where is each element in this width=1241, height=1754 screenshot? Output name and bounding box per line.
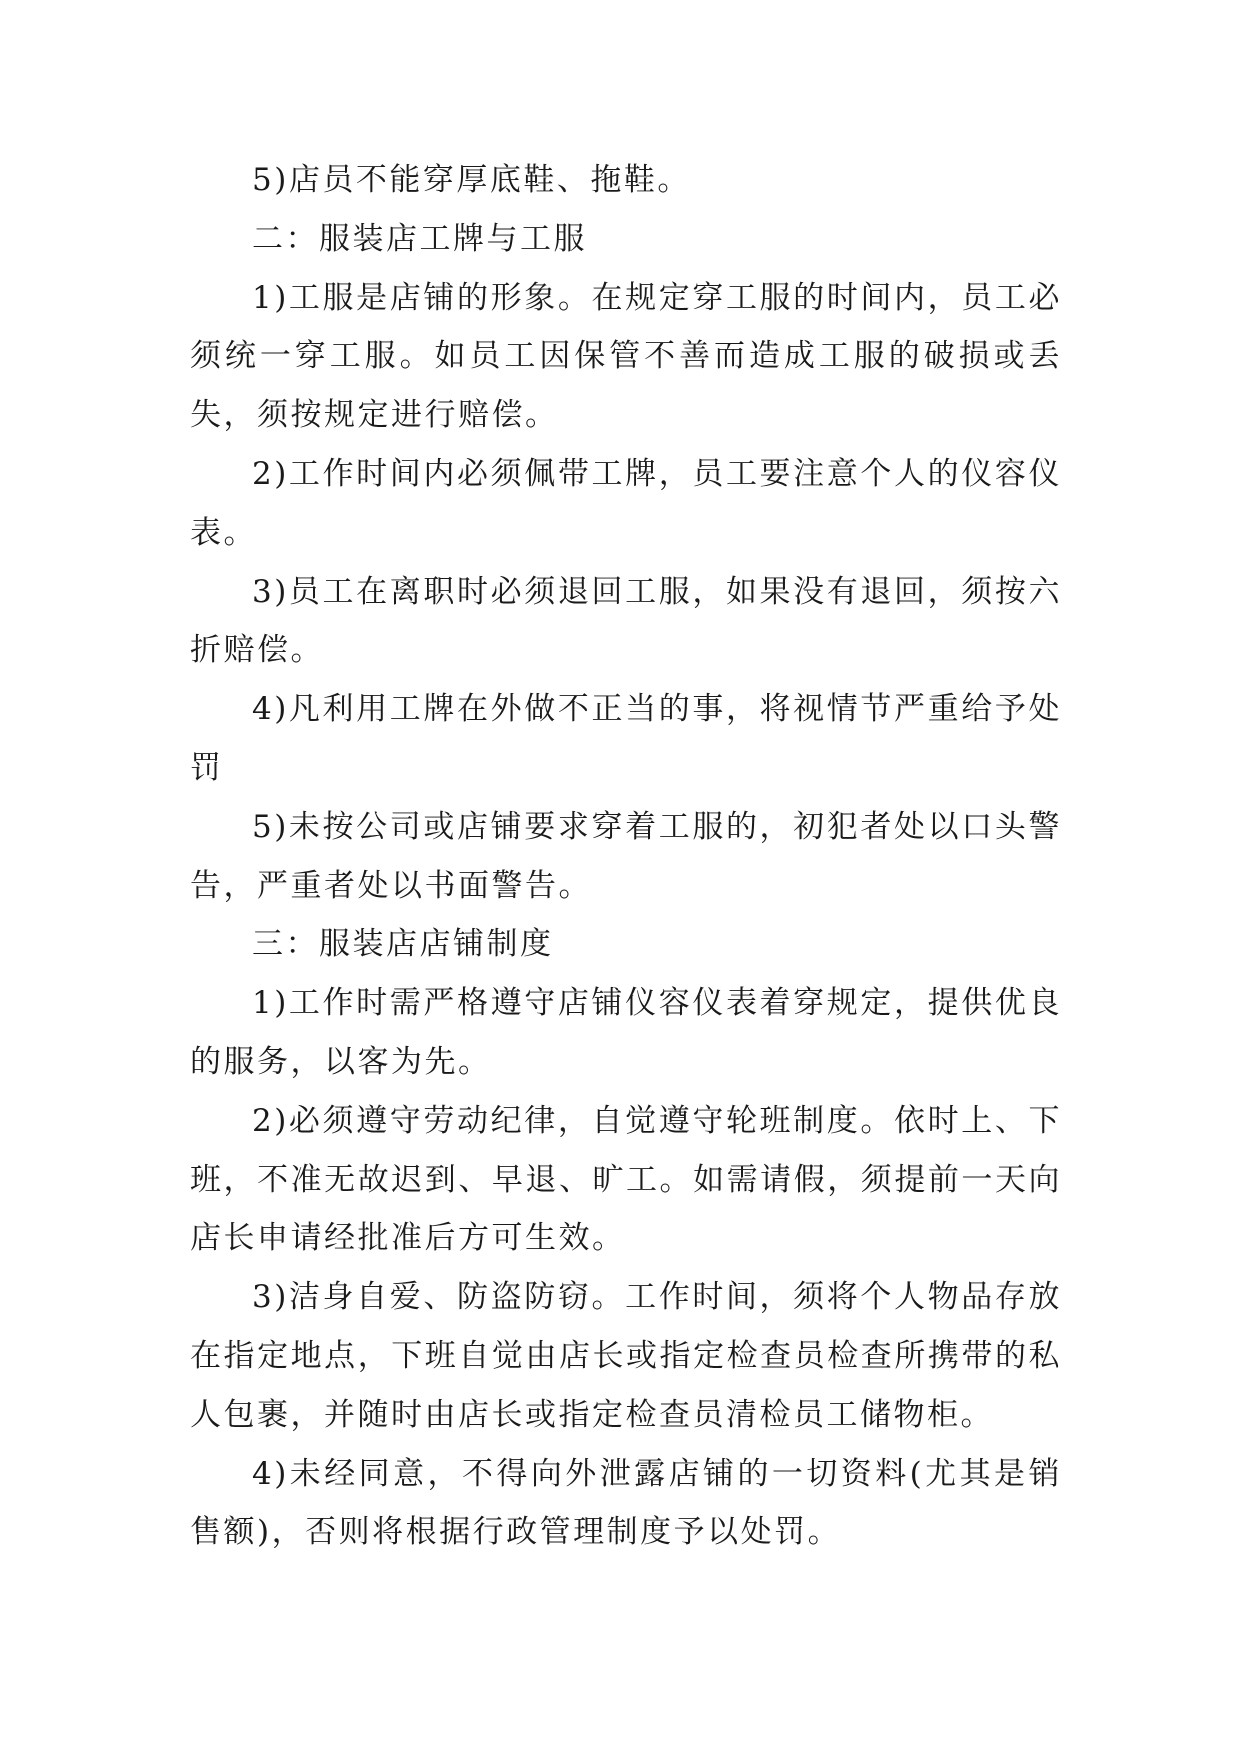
paragraph-uniform-image: 1)工服是店铺的形象。在规定穿工服的时间内，员工必须统一穿工服。如员工因保管不善而造成工服的破损或丢失，须按规定进行赔偿。 xyxy=(190,279,1062,434)
document-body xyxy=(190,151,1062,1562)
paragraph-confidentiality: 4)未经同意，不得向外泄露店铺的一切资料(尤其是销售额)，否则将根据行政管理制度予以处罚。 xyxy=(190,1455,1062,1551)
paragraph-uniform-return: 3)员工在离职时必须退回工服，如果没有退回，须按六折赔偿。 xyxy=(190,573,1062,669)
paragraph-labor-discipline: 2)必须遵守劳动纪律，自觉遵守轮班制度。依时上、下班，不准无故迟到、早退、旷工。如需请假，须提前一天向店长申请经批准后方可生效。 xyxy=(190,1102,1062,1257)
section-heading-store-rules: 三：服装店店铺制度 xyxy=(252,926,554,963)
paragraph-uniform-warning: 5)未按公司或店铺要求穿着工服的，初犯者处以口头警告，严重者处以书面警告。 xyxy=(190,808,1062,904)
paragraph-badge-misuse: 4)凡利用工牌在外做不正当的事，将视情节严重给予处罚 xyxy=(190,691,1062,786)
paragraph-badge-wearing: 2)工作时间内必须佩带工牌，员工要注意个人的仪容仪表。 xyxy=(190,455,1062,551)
paragraph-shoe-rule: 5)店员不能穿厚底鞋、拖鞋。 xyxy=(252,162,691,198)
paragraph-theft-prevention: 3)洁身自爱、防盗防窃。工作时间，须将个人物品存放在指定地点，下班自觉由店长或指定检查员检查所携带的私人包裹，并随时由店长或指定检查员清检员工储物柜。 xyxy=(190,1279,1062,1433)
paragraph-appearance-service: 1)工作时需严格遵守店铺仪容仪表着穿规定，提供优良的服务，以客为先。 xyxy=(190,985,1062,1080)
section-heading-badge-uniform: 二：服装店工牌与工服 xyxy=(252,220,587,257)
